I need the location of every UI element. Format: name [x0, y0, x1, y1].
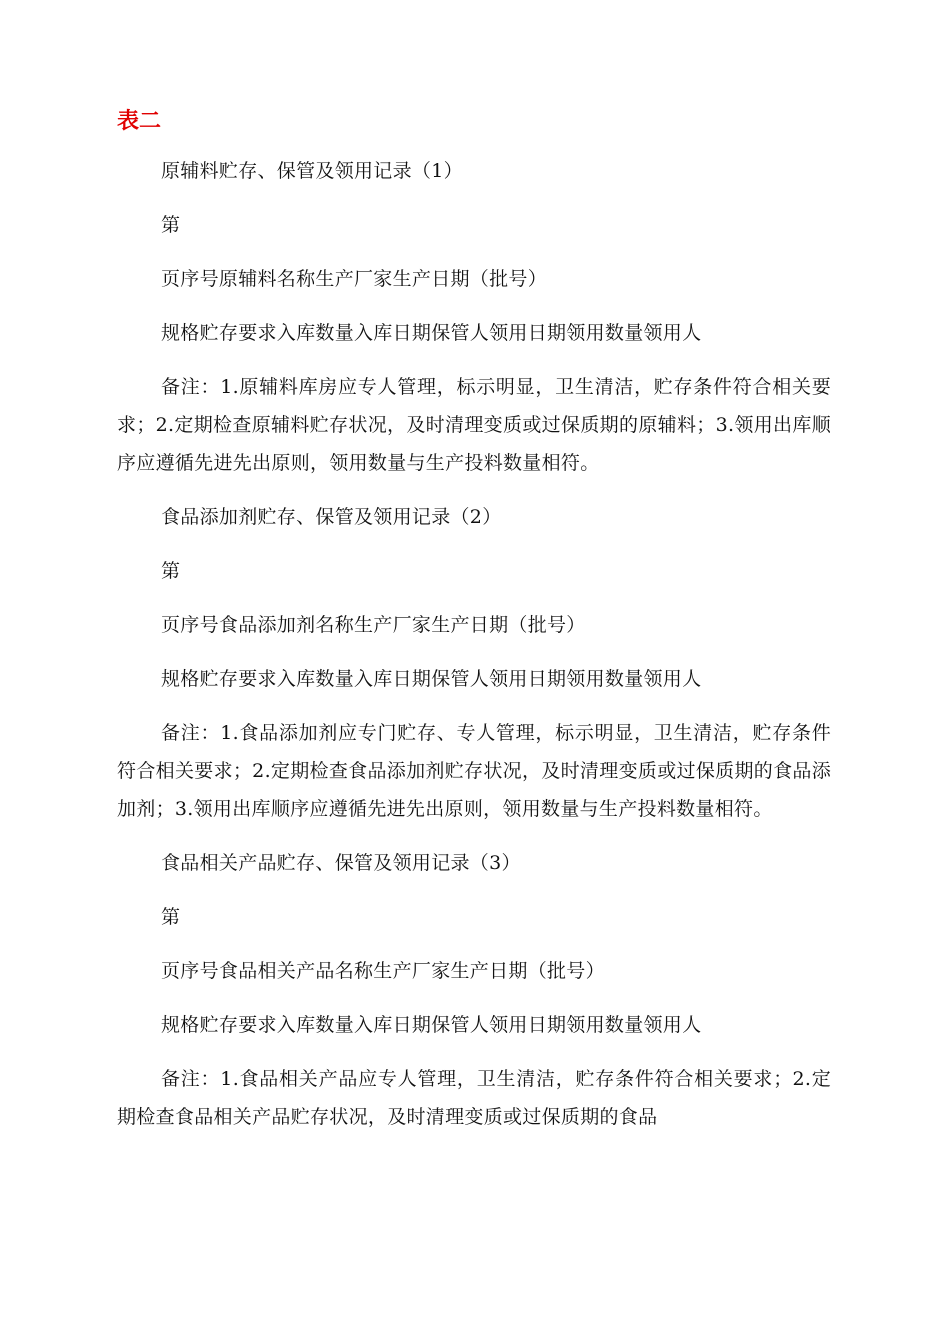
- document-heading: 表二: [117, 109, 162, 134]
- section-raw-materials: [117, 152, 831, 482]
- table-header-line-1: 页序号原辅料名称生产厂家生产日期（批号）: [161, 268, 548, 290]
- section-title: 食品相关产品贮存、保管及领用记录（3）: [161, 852, 521, 874]
- section-title: 食品添加剂贮存、保管及领用记录（2）: [161, 506, 502, 528]
- table-header-line-2: 规格贮存要求入库数量入库日期保管人领用日期领用数量领用人: [161, 668, 702, 690]
- section-note: 备注：1.食品相关产品应专人管理，卫生清洁，贮存条件符合相关要求；2.定期检查食品相关产品贮存状况，及时清理变质或过保质期的食品: [117, 1068, 831, 1128]
- section-title: 原辅料贮存、保管及领用记录（1）: [161, 160, 463, 182]
- table-header-line-1: 页序号食品相关产品名称生产厂家生产日期（批号）: [161, 960, 605, 982]
- page-label: 第: [161, 560, 181, 582]
- section-note: 备注：1.食品添加剂应专门贮存、专人管理，标示明显，卫生清洁，贮存条件符合相关要求；2.定期检查食品添加剂贮存状况，及时清理变质或过保质期的食品添加剂；3.领用出库顺序应遵循先进先出原则，领用数量与生产投料数量相符。: [117, 722, 831, 820]
- table-header-line-2: 规格贮存要求入库数量入库日期保管人领用日期领用数量领用人: [161, 322, 702, 344]
- document-page: [117, 108, 831, 1152]
- table-header-line-1: 页序号食品添加剂名称生产厂家生产日期（批号）: [161, 614, 586, 636]
- section-food-related-products: [117, 844, 831, 1136]
- page-label: 第: [161, 214, 181, 236]
- table-header-line-2: 规格贮存要求入库数量入库日期保管人领用日期领用数量领用人: [161, 1014, 702, 1036]
- section-note: 备注：1.原辅料库房应专人管理，标示明显，卫生清洁，贮存条件符合相关要求；2.定期检查原辅料贮存状况，及时清理变质或过保质期的原辅料；3.领用出库顺序应遵循先进先出原则，领用数量与生产投料数量相符。: [117, 376, 831, 474]
- page-label: 第: [161, 906, 181, 928]
- section-food-additives: [117, 498, 831, 828]
